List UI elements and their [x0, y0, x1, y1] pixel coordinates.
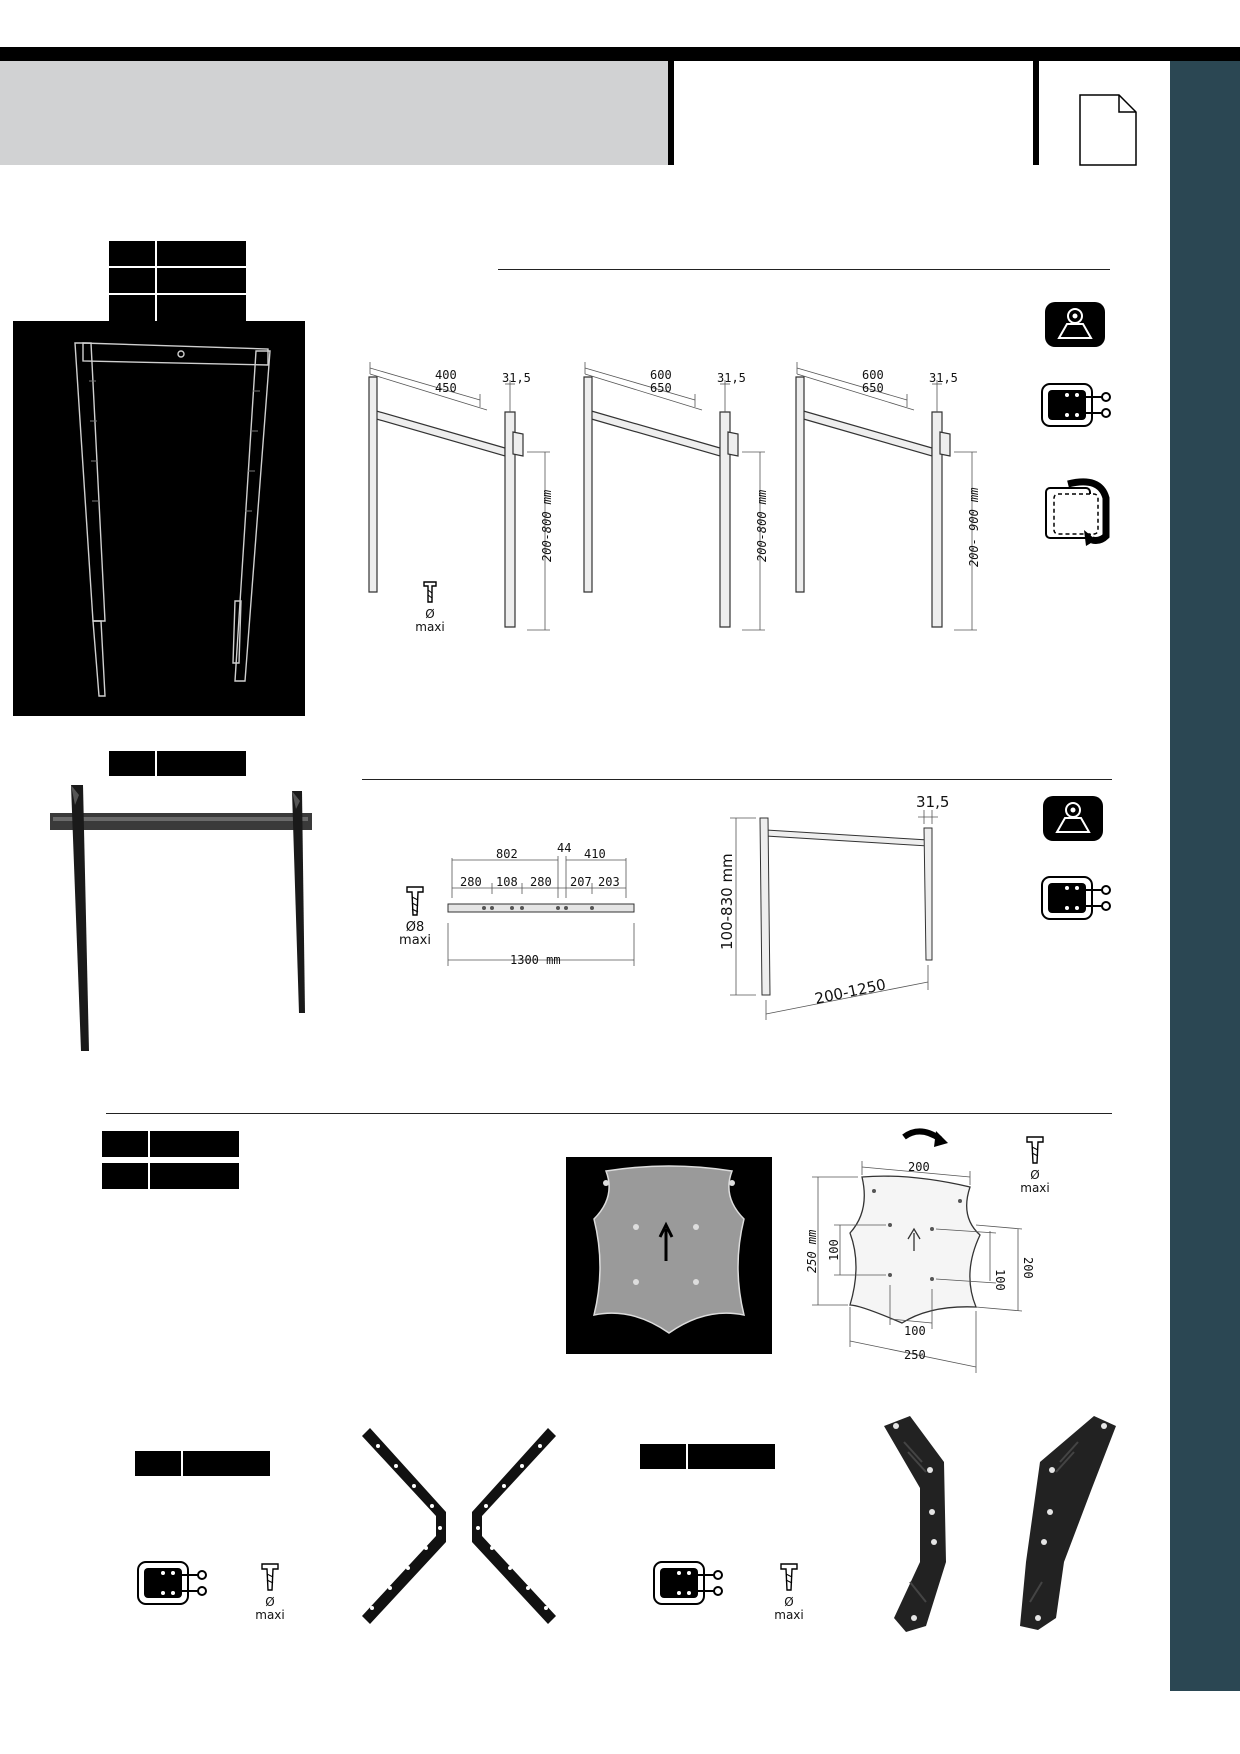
- screw-icon: [395, 885, 435, 917]
- screw-size: Ø: [425, 607, 435, 621]
- product-code-table: [109, 241, 246, 321]
- dim-v2: 450: [435, 381, 457, 395]
- dim-right-inner: 100: [993, 1269, 1007, 1291]
- dim-bottom-outer: 250: [904, 1348, 926, 1362]
- screw-size: Ø: [784, 1595, 794, 1609]
- product-code-table: [135, 1451, 270, 1476]
- screw-spec: [410, 580, 450, 635]
- document-icon: [1079, 94, 1137, 166]
- dim-108: 108: [496, 875, 518, 889]
- dim-height: 200- 900 mm: [967, 487, 981, 567]
- mount-diagram: [718, 790, 950, 1020]
- header-divider: [668, 61, 674, 165]
- screw-icon: [410, 580, 450, 604]
- dim-44: 44: [557, 841, 572, 855]
- vesa-screw-icon: [652, 1559, 726, 1607]
- screw-spec: [769, 1562, 809, 1624]
- dim-v2: 650: [862, 381, 884, 395]
- dim-31-5: 31,5: [916, 793, 950, 811]
- screw-icon: [250, 1562, 290, 1592]
- dim-v1: 600: [862, 368, 884, 382]
- section-rule: [362, 779, 1112, 780]
- dim-280b: 280: [530, 875, 552, 889]
- dim-410: 410: [584, 847, 606, 861]
- screw-icon: [769, 1562, 809, 1592]
- bracket-diagram-a: [355, 352, 555, 642]
- dim-v2: 650: [650, 381, 672, 395]
- section-rule: [498, 269, 1110, 270]
- screw-maxi: maxi: [415, 620, 445, 634]
- side-tab: [1170, 61, 1240, 1691]
- top-bar: [0, 47, 1240, 61]
- dim-802: 802: [496, 847, 518, 861]
- screw-spec: [1015, 1135, 1055, 1197]
- section-rule: [106, 1113, 1112, 1114]
- bracket-diagram-c: [782, 352, 982, 642]
- product-code-table: [109, 751, 246, 776]
- dim-v1: 400: [435, 368, 457, 382]
- dim-height: 100-830 mm: [718, 853, 736, 950]
- product-photo: [45, 783, 315, 1053]
- dim-v3: 31,5: [502, 371, 531, 385]
- bracket-diagram-b: [570, 352, 770, 642]
- vesa-screw-icon: [1040, 381, 1114, 429]
- screw-maxi: maxi: [774, 1608, 804, 1622]
- dim-range: 200-1250: [813, 975, 888, 1008]
- rotate-icon: [1040, 478, 1114, 548]
- rail-diagram: [440, 838, 640, 974]
- dim-right-outer: 200: [1021, 1257, 1035, 1279]
- adapter-plates-photo: [880, 1412, 1120, 1634]
- dim-left-outer: 250 mm: [805, 1229, 819, 1273]
- product-photo: [13, 321, 305, 716]
- dim-height: 200-800 mm: [755, 489, 769, 562]
- screw-maxi: maxi: [255, 1608, 285, 1622]
- product-code-table: [640, 1444, 775, 1469]
- screw-size: Ø: [265, 1595, 275, 1609]
- product-photo: [566, 1157, 772, 1354]
- dim-height: 200-800 mm: [540, 489, 554, 562]
- dim-207: 207: [570, 875, 592, 889]
- screw-size: Ø: [1030, 1168, 1040, 1182]
- tilt-icon: [1045, 302, 1105, 347]
- header-divider: [1033, 61, 1039, 165]
- header-title-area: [0, 61, 668, 165]
- dim-v1: 600: [650, 368, 672, 382]
- screw-spec: [395, 885, 435, 955]
- dim-v3: 31,5: [717, 371, 746, 385]
- screw-icon: [1015, 1135, 1055, 1165]
- dim-left-inner: 100: [827, 1239, 841, 1261]
- dim-width: 1300 mm: [510, 953, 561, 967]
- vesa-screw-icon: [1040, 874, 1114, 922]
- adapter-arms-photo: [356, 1424, 562, 1630]
- screw-size: Ø8: [405, 920, 425, 935]
- tilt-icon: [1043, 796, 1103, 841]
- screw-spec: [250, 1562, 290, 1624]
- screw-maxi: maxi: [399, 933, 431, 948]
- dim-top: 200: [908, 1160, 930, 1174]
- dim-bottom-inner: 100: [904, 1324, 926, 1338]
- screw-maxi: maxi: [1020, 1181, 1050, 1195]
- dim-203: 203: [598, 875, 620, 889]
- dim-v3: 31,5: [929, 371, 958, 385]
- dim-280a: 280: [460, 875, 482, 889]
- product-code-table: [102, 1131, 239, 1189]
- vesa-screw-icon: [136, 1559, 210, 1607]
